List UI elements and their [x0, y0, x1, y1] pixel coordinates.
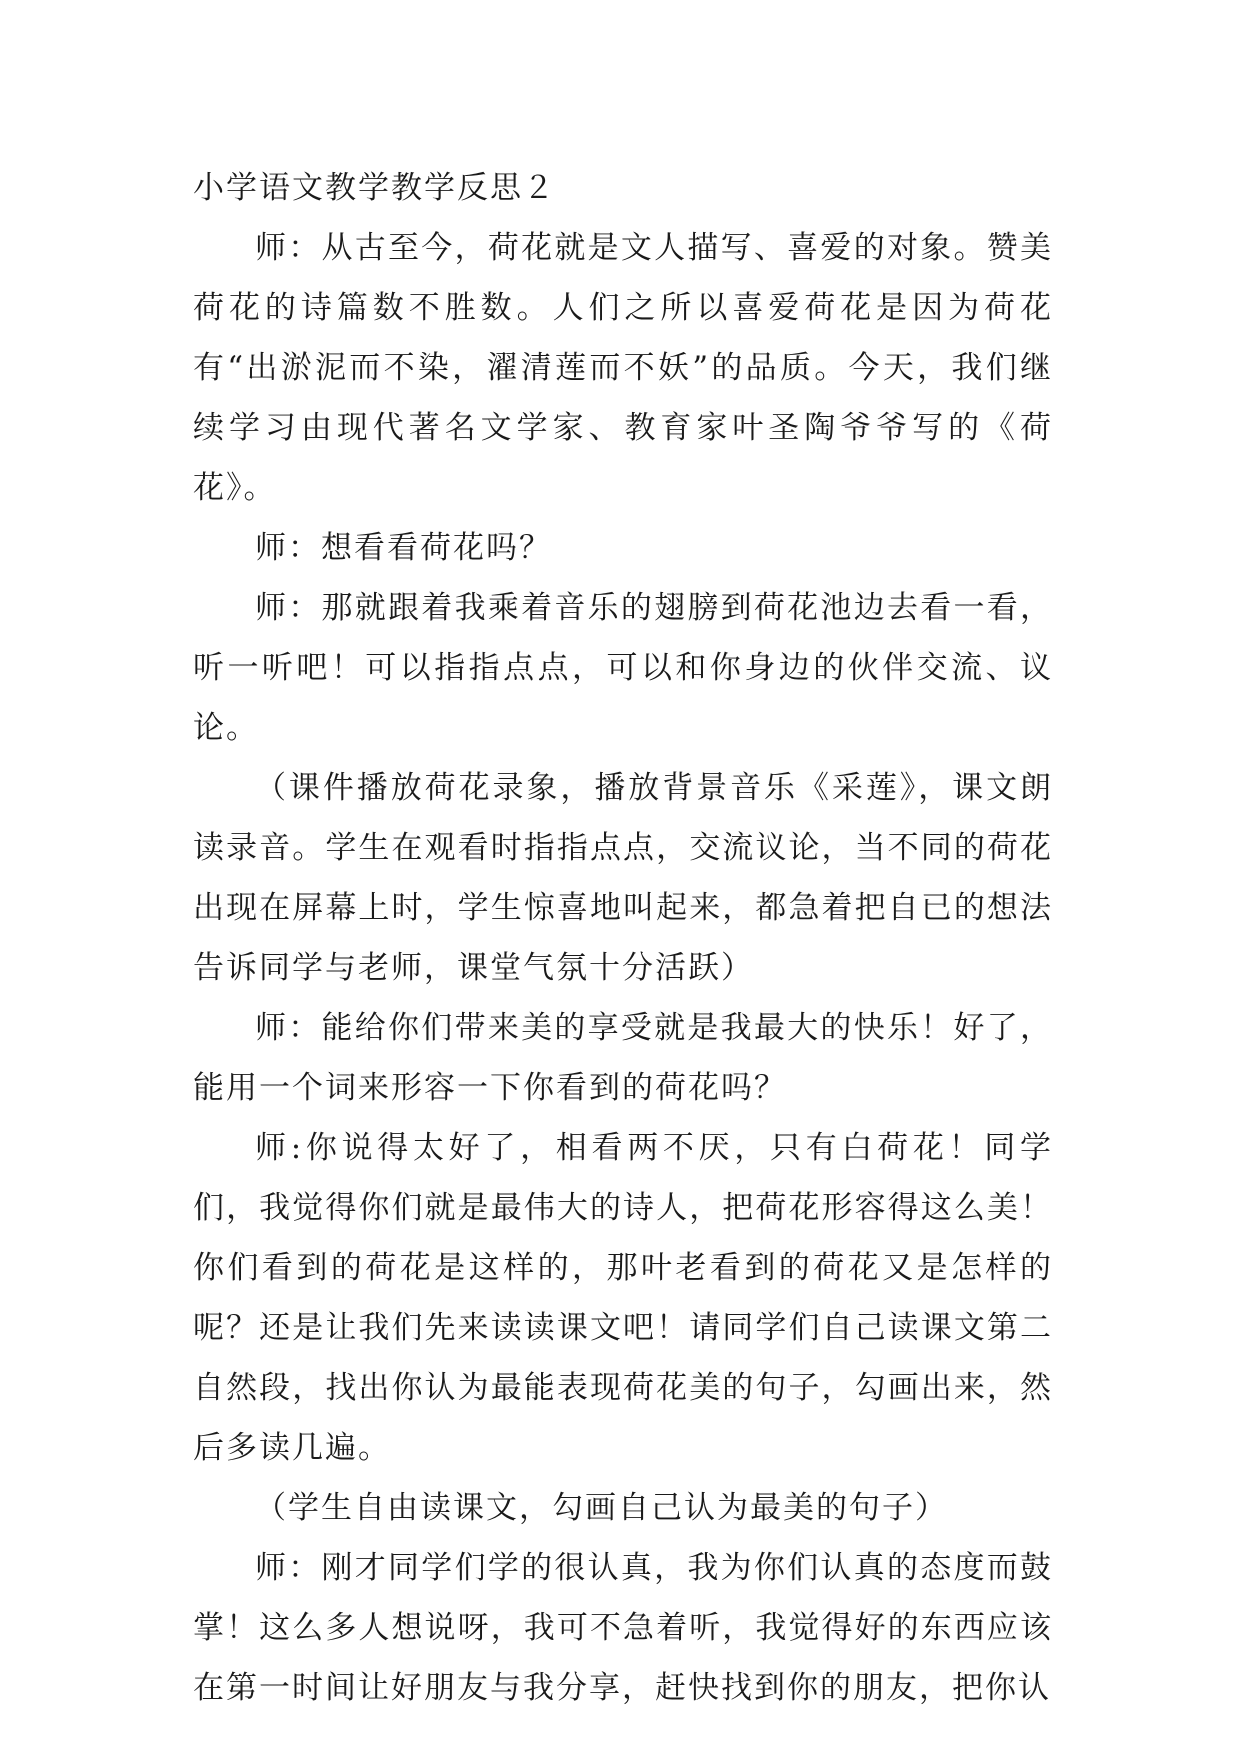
- paragraph-enjoyment: 师：能给你们带来美的享受就是我最大的快乐！好了，能用一个词来形容一下你看到的荷花吗？: [193, 1010, 1053, 1106]
- paragraph-intro: 师：从古至今，荷花就是文人描写、喜爱的对象。赞美荷花的诗篇数不胜数。人们之所以喜爱荷花是因为荷花有“出淤泥而不染，濯清莲而不妖”的品质。今天，我们继续学习由现代著名文学家、教育家叶圣陶爷爷写的《荷花》。: [193, 230, 1053, 506]
- paragraph-courseware-note: （课件播放荷花录象，播放背景音乐《采莲》，课文朗读录音。学生在观看时指指点点，交流议论，当不同的荷花出现在屏幕上时，学生惊喜地叫起来，都急着把自已的想法告诉同学与老师，课堂气氛十分活跃）: [193, 770, 1053, 986]
- document-page: [193, 158, 1053, 1718]
- paragraph-question-lotus: 师：想看看荷花吗？: [255, 530, 552, 566]
- paragraph-applause: 师：刚才同学们学的很认真，我为你们认真的态度而鼓掌！这么多人想说呀，我可不急着听，我觉得好的东西应该在第一时间让好朋友与我分享，赶快找到你的朋友，把你认: [193, 1550, 1053, 1706]
- paragraph-music-wings: 师：那就跟着我乘着音乐的翅膀到荷花池边去看一看，听一听吧！可以指指点点，可以和你身边的伙伴交流、议论。: [193, 590, 1053, 746]
- paragraph-poets: 师:你说得太好了，相看两不厌，只有白荷花！同学们，我觉得你们就是最伟大的诗人，把荷花形容得这么美！你们看到的荷花是这样的，那叶老看到的荷花又是怎样的呢？还是让我们先来读读课文吧！请同学们自己读课文第二自然段，找出你认为最能表现荷花美的句子，勾画出来，然后多读几遍。: [193, 1130, 1053, 1466]
- document-title: 小学语文教学教学反思２: [193, 170, 556, 206]
- paragraph-free-reading-note: （学生自由读课文，勾画自己认为最美的句子）: [255, 1490, 948, 1526]
